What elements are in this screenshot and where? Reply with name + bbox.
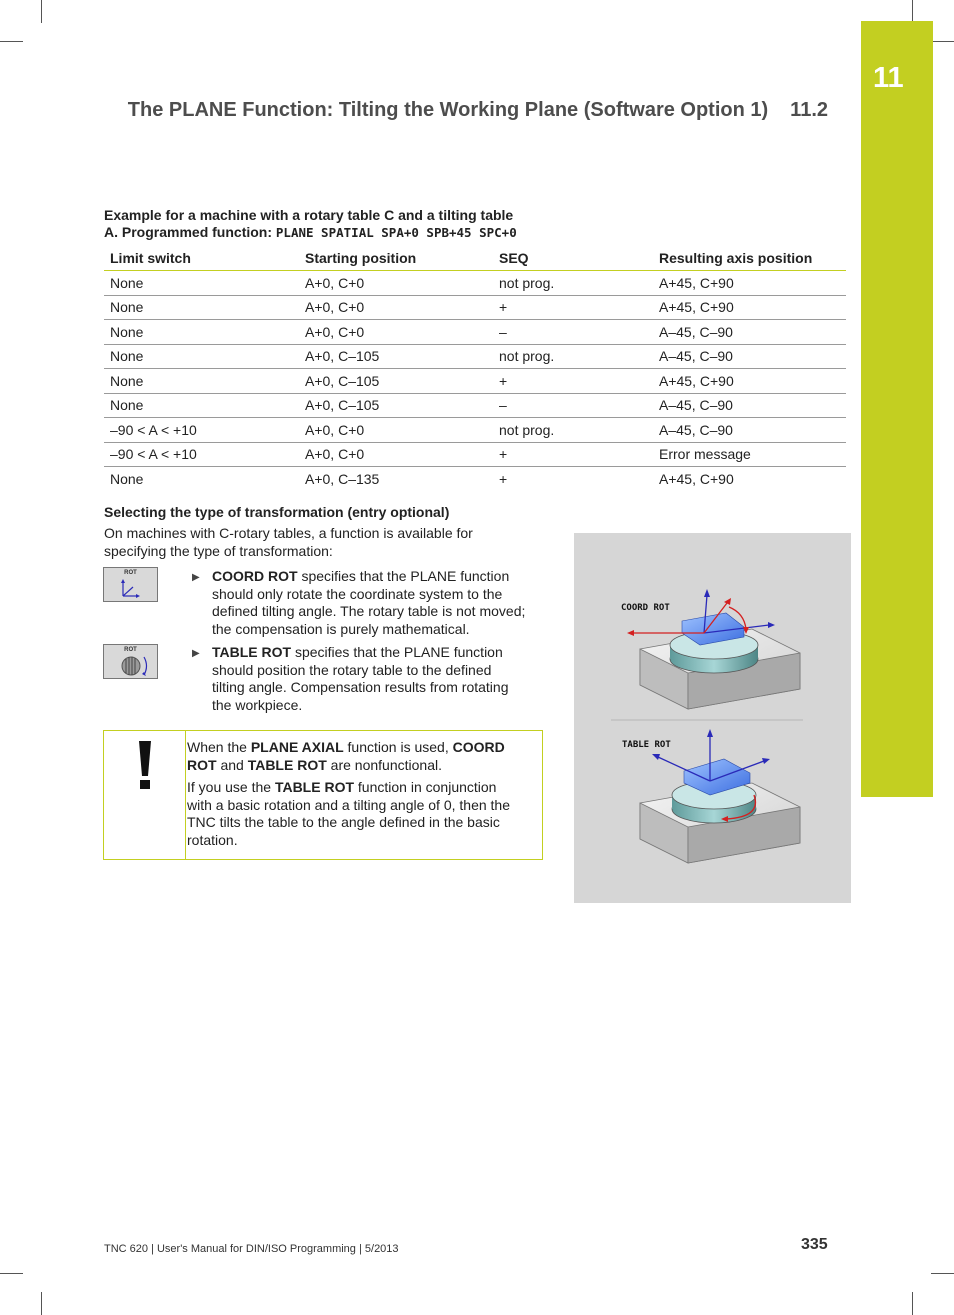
description-line: specifies that the PLANE function — [297, 568, 510, 584]
crop-mark — [41, 1292, 42, 1315]
note-text: function in conjunction — [354, 779, 497, 795]
table-cell: None — [110, 470, 144, 487]
table-cell: not prog. — [493, 271, 653, 296]
crop-mark — [0, 1273, 23, 1274]
note-paragraph-1 — [187, 739, 532, 774]
note-text: When the — [187, 739, 251, 755]
crop-mark — [931, 41, 954, 42]
axis-position-table — [104, 245, 846, 491]
note-divider — [185, 731, 186, 859]
table-cell: A+0, C–105 — [299, 344, 493, 369]
table-cell: None — [104, 271, 299, 296]
table-row — [104, 418, 846, 443]
note-text: TNC tilts the table to the angle defined in the basic — [187, 814, 500, 830]
page-title: The PLANE Function: Tilting the Working Plane (Software Option 1) — [127, 99, 769, 121]
coord-rot-description — [212, 568, 552, 638]
note-paragraph-2 — [187, 779, 532, 849]
table-cell: A+0, C+0 — [299, 271, 493, 296]
table-cell: None — [104, 369, 299, 394]
description-line: the compensation is purely mathematical. — [212, 620, 470, 637]
table-row — [104, 295, 846, 320]
table-cell: not prog. — [493, 344, 653, 369]
table-row — [104, 393, 846, 418]
table-cell: A+0, C–135 — [305, 470, 380, 487]
section-number: 11.2 — [790, 99, 828, 121]
column-header: Resulting axis position — [653, 245, 846, 271]
table-cell: A+0, C+0 — [299, 320, 493, 345]
table-cell: – — [493, 320, 653, 345]
subheading-label: A. Programmed function: — [104, 224, 273, 240]
subheading-code: PLANE SPATIAL SPA+0 SPB+45 SPC+0 — [275, 225, 517, 240]
table-cell: + — [493, 295, 653, 320]
crop-mark — [912, 1292, 913, 1315]
transformation-figure — [574, 533, 851, 903]
table-cell: A+0, C–105 — [299, 393, 493, 418]
column-header: Starting position — [299, 245, 493, 271]
example-heading: Example for a machine with a rotary table C and a tilting table — [104, 207, 514, 223]
table-cell: None — [104, 320, 299, 345]
figure-label-table-rot: TABLE ROT — [622, 740, 671, 750]
chapter-number: 11 — [873, 62, 904, 94]
note-keyword: ROT — [187, 756, 217, 773]
table-cell: A+0, C+0 — [299, 295, 493, 320]
figure-illustration — [574, 533, 851, 903]
example-subheading — [104, 224, 517, 240]
table-row — [104, 344, 846, 369]
table-cell: + — [493, 369, 653, 394]
page-header — [128, 99, 828, 122]
bullet-arrow-icon: ▶ — [192, 572, 200, 583]
table-rot-keyword: TABLE ROT — [212, 644, 292, 660]
table-cell: A+0, C+0 — [299, 418, 493, 443]
table-cell: A+0, C+0 — [299, 442, 493, 467]
table-cell: A–45, C–90 — [653, 320, 846, 345]
table-cell: –90 < A < +10 — [104, 418, 299, 443]
note-keyword: PLANE AXIAL — [250, 739, 344, 755]
page-number: 335 — [801, 1236, 828, 1253]
figure-label-coord-rot: COORD ROT — [621, 603, 670, 613]
note-text: function is used, — [343, 739, 453, 755]
crop-mark — [41, 0, 42, 23]
description-line: defined tilting angle. The rotary table is not moved; — [212, 603, 526, 619]
coordinate-axes-icon — [104, 568, 157, 601]
note-keyword: TABLE ROT — [274, 779, 355, 795]
description-line: should only rotate the coordinate system to the — [212, 585, 503, 602]
table-cell: A–45, C–90 — [653, 418, 846, 443]
bullet-arrow-icon: ▶ — [192, 648, 200, 659]
description-line: tilting angle. Compensation results from rotating — [212, 679, 509, 695]
note-keyword: COORD — [452, 739, 505, 755]
table-cell: A–45, C–90 — [653, 393, 846, 418]
coord-rot-softkey[interactable] — [103, 567, 158, 602]
table-row — [104, 369, 846, 394]
coord-rot-keyword: COORD ROT — [212, 568, 298, 584]
table-row — [104, 271, 846, 296]
table-cell: Error message — [653, 442, 846, 467]
table-header-row — [104, 245, 846, 271]
table-cell: –90 < A < +10 — [104, 442, 299, 467]
softkey-label: ROT — [124, 570, 137, 576]
table-cell: + — [493, 442, 653, 467]
table-cell: – — [493, 393, 653, 418]
table-cell: A+0, C–105 — [299, 369, 493, 394]
note-text: rotation. — [187, 831, 238, 848]
exclamation-icon — [135, 741, 155, 791]
table-row — [104, 320, 846, 345]
table-rot-description — [212, 644, 552, 714]
table-cell: A+45, C+90 — [659, 470, 734, 487]
chapter-tab — [861, 21, 933, 797]
table-cell: not prog. — [493, 418, 653, 443]
table-cell: A+45, C+90 — [653, 369, 846, 394]
note-text: and — [216, 756, 248, 773]
description-line: should position the rotary table to the defined — [212, 661, 492, 678]
table-row — [104, 442, 846, 467]
table-cell: None — [104, 295, 299, 320]
table-cell: A+45, C+90 — [653, 295, 846, 320]
crop-mark — [931, 1273, 954, 1274]
rotary-table-icon — [104, 645, 157, 678]
note-text: If you use the — [187, 779, 275, 795]
description-line: the workpiece. — [212, 696, 303, 713]
selecting-heading: Selecting the type of transformation (entry optional) — [104, 504, 450, 520]
table-cell: None — [104, 393, 299, 418]
table-cell: None — [104, 344, 299, 369]
softkey-label: ROT — [124, 647, 137, 653]
table-row — [104, 467, 846, 491]
column-header: Limit switch — [104, 245, 299, 271]
note-keyword: TABLE ROT — [247, 756, 327, 773]
table-rot-softkey[interactable] — [103, 644, 158, 679]
table-cell: A–45, C–90 — [653, 344, 846, 369]
table-cell: A+45, C+90 — [653, 271, 846, 296]
note-box — [103, 730, 543, 860]
crop-mark — [912, 0, 913, 23]
note-text: are nonfunctional. — [326, 756, 442, 773]
table-cell: + — [499, 470, 508, 487]
selecting-intro: On machines with C-rotary tables, a function is available for specifying the type of transformation: — [104, 525, 473, 559]
note-text: with a basic rotation and a tilting angle of 0, then the — [187, 796, 510, 813]
description-line: specifies that the PLANE function — [291, 644, 503, 660]
footer-text: TNC 620 | User's Manual for DIN/ISO Programming | 5/2013 — [104, 1243, 399, 1255]
crop-mark — [0, 41, 23, 42]
column-header: SEQ — [493, 245, 653, 271]
